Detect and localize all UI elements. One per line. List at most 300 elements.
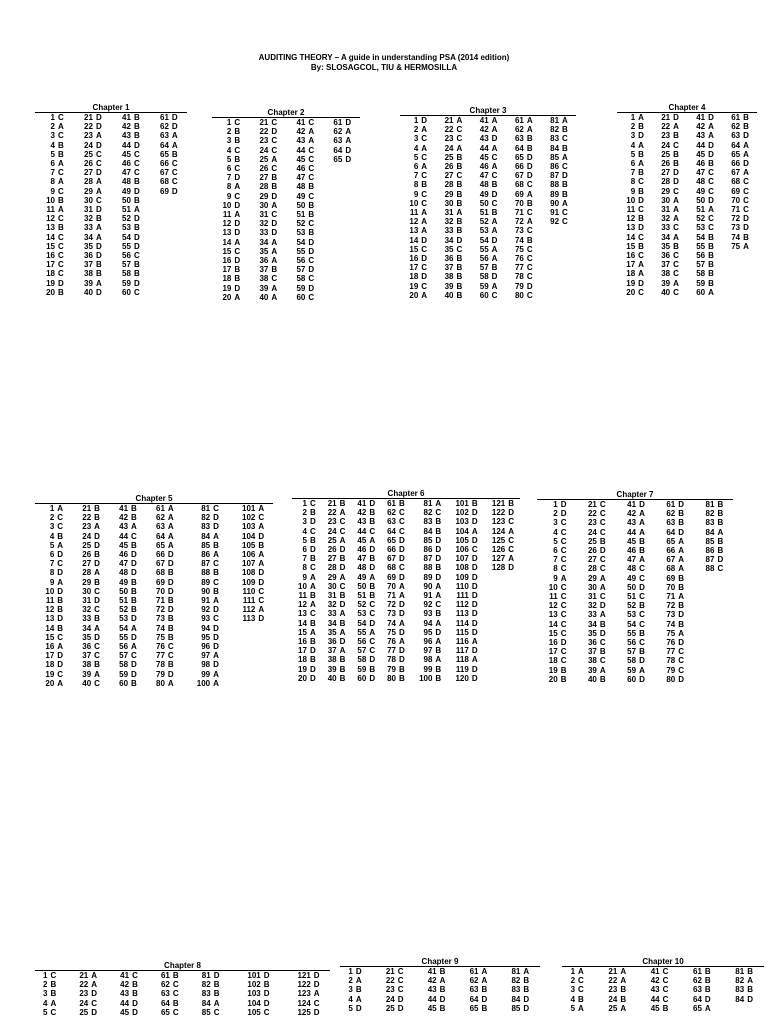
question-number: 13 — [298, 609, 307, 619]
question-number: 56 — [296, 256, 306, 266]
question-number: 50 — [479, 198, 489, 208]
answer-row — [292, 609, 520, 618]
answer-letter: C — [526, 272, 533, 282]
question-number: 74 — [156, 623, 165, 633]
answer-letter: B — [435, 517, 442, 527]
question-number: 8 — [553, 564, 558, 574]
question-number: 82 — [735, 976, 745, 986]
question-number: 63 — [160, 131, 169, 141]
question-number: 29 — [327, 572, 337, 582]
question-number: 2 — [226, 127, 232, 137]
question-number: 8 — [302, 563, 307, 573]
answer-letter: A — [708, 122, 714, 132]
answer-letter: C — [131, 651, 137, 661]
answer-letter: D — [708, 195, 714, 205]
question-number: 37 — [82, 651, 92, 661]
question-number: 16 — [46, 251, 55, 261]
answer-letter: D — [234, 173, 241, 183]
question-number: 83 — [201, 989, 211, 999]
question-number: 73 — [387, 609, 397, 619]
question-number: 35 — [587, 628, 597, 638]
question-number: 26 — [327, 545, 337, 555]
answer-letter: C — [708, 168, 714, 178]
answer-letter: C — [95, 195, 102, 205]
answer-letter: D — [95, 287, 102, 297]
answer-letter: C — [560, 610, 567, 620]
answer-letter: D — [308, 246, 315, 256]
question-number: 50 — [119, 586, 129, 596]
question-number: 22 — [385, 976, 395, 986]
answer-row — [35, 279, 187, 288]
answer-letter: C — [171, 177, 178, 187]
answer-letter: B — [167, 596, 174, 606]
question-number: 67 — [666, 555, 676, 565]
answer-letter: C — [743, 186, 749, 196]
answer-letter: C — [456, 244, 463, 254]
answer-letter: D — [308, 237, 315, 247]
answer-letter: D — [471, 618, 478, 628]
answer-letter: C — [526, 226, 533, 236]
question-number: 37 — [444, 263, 454, 273]
question-number: 20 — [222, 292, 232, 302]
question-number: 6 — [50, 159, 55, 169]
question-number: 22 — [79, 980, 89, 990]
question-number: 64 — [333, 145, 343, 155]
answer-letter: B — [747, 967, 753, 976]
document-authors: By: SLOSAGCOL, TIU & HERMOSILLA — [310, 63, 458, 72]
question-number: 104 — [455, 526, 469, 536]
question-number: 25 — [661, 149, 671, 159]
question-number: 52 — [696, 214, 706, 224]
question-number: 17 — [548, 647, 558, 657]
answer-row — [617, 177, 757, 186]
answer-letter: B — [599, 647, 606, 657]
answer-letter: C — [562, 208, 568, 218]
answer-letter: D — [133, 241, 140, 251]
question-number: 59 — [627, 665, 637, 675]
answer-letter: B — [599, 536, 606, 546]
question-number: 45 — [627, 536, 637, 546]
answer-letter: D — [213, 971, 220, 980]
question-number: 46 — [119, 550, 129, 560]
question-number: 9 — [50, 186, 55, 196]
question-number: 13 — [222, 228, 232, 238]
question-number: 60 — [696, 287, 706, 297]
question-number: 81 — [735, 967, 745, 976]
answer-letter: D — [271, 219, 278, 229]
answer-letter: A — [471, 526, 478, 536]
question-number: 88 — [705, 564, 715, 574]
question-number: 85 — [511, 1003, 521, 1013]
question-number: 92 — [423, 600, 433, 610]
answer-row — [35, 288, 187, 297]
answer-letter: A — [717, 527, 724, 537]
question-number: 25 — [84, 149, 93, 159]
answer-letter: D — [471, 554, 478, 564]
question-number: 53 — [119, 614, 129, 624]
answer-letter: D — [345, 154, 352, 164]
question-number: 42 — [120, 980, 130, 990]
document-title: AUDITING THEORY – A guide in understanding PSA (2014 edition) — [258, 53, 510, 62]
question-number: 2 — [43, 980, 48, 990]
question-number: 82 — [550, 125, 560, 135]
question-number: 71 — [666, 592, 676, 602]
answer-letter: D — [526, 281, 533, 291]
answer-letter: D — [435, 627, 442, 637]
question-number: 83 — [705, 518, 715, 528]
question-number: 55 — [479, 244, 489, 254]
answer-letter: A — [743, 149, 749, 159]
answer-letter: D — [95, 168, 102, 178]
question-number: 31 — [259, 210, 269, 220]
answer-letter: C — [369, 637, 376, 647]
answer-letter: D — [639, 582, 645, 592]
answer-row — [537, 583, 733, 592]
question-number: 5 — [570, 1003, 576, 1013]
answer-letter: A — [435, 618, 442, 628]
answer-letter: C — [435, 508, 442, 518]
answer-letter: B — [308, 200, 315, 210]
chapter-1-key — [35, 103, 187, 297]
answer-row — [617, 233, 757, 242]
question-number: 32 — [444, 217, 454, 227]
answer-letter: A — [491, 244, 498, 254]
question-number: 44 — [357, 526, 367, 536]
question-number: 22 — [327, 508, 337, 518]
question-number: 42 — [427, 976, 437, 986]
answer-row — [400, 254, 576, 263]
question-number: 53 — [479, 226, 489, 236]
question-number: 59 — [122, 278, 131, 288]
question-number: 44 — [120, 998, 130, 1008]
question-number: 81 — [550, 116, 560, 125]
answer-letter: D — [345, 145, 352, 155]
question-number: 93 — [201, 614, 211, 624]
answer-letter: A — [258, 522, 265, 532]
answer-row — [212, 155, 360, 164]
question-number: 69 — [387, 572, 397, 582]
answer-letter: D — [471, 673, 478, 683]
question-number: 98 — [423, 655, 433, 665]
question-number: 63 — [387, 517, 397, 527]
answer-letter: D — [678, 674, 685, 684]
answer-row — [212, 284, 360, 293]
answer-letter: D — [271, 127, 278, 137]
question-number: 85 — [705, 536, 715, 546]
chapter-title: Chapter 7 — [537, 490, 733, 500]
question-number: 21 — [79, 971, 89, 980]
answer-letter: B — [508, 499, 515, 508]
answer-row — [617, 131, 757, 140]
answer-letter: B — [133, 122, 140, 132]
answer-letter: B — [678, 509, 685, 519]
answer-letter: C — [397, 976, 404, 986]
question-number: 99 — [201, 669, 211, 679]
document-header — [0, 53, 768, 73]
question-number: 27 — [444, 171, 454, 181]
answer-letter: B — [435, 526, 442, 536]
question-number: 1 — [49, 504, 55, 513]
answer-letter: B — [263, 980, 270, 990]
answer-letter: A — [562, 116, 568, 125]
question-number: 15 — [626, 241, 636, 251]
answer-letter: A — [526, 116, 533, 125]
answer-letter: B — [639, 628, 645, 638]
answer-row — [35, 251, 187, 260]
question-number: 63 — [731, 131, 741, 141]
answer-letter: B — [57, 605, 64, 615]
answer-letter: C — [271, 145, 278, 155]
answer-letter: C — [171, 168, 178, 178]
answer-letter: B — [131, 577, 137, 587]
question-number: 32 — [587, 601, 597, 611]
chapter-6-key — [292, 489, 520, 683]
question-number: 82 — [201, 980, 211, 990]
answer-letter: D — [747, 994, 753, 1004]
answer-letter: C — [172, 1007, 179, 1017]
answer-letter: D — [471, 646, 478, 656]
question-number: 7 — [630, 168, 636, 178]
question-number: 6 — [49, 550, 55, 560]
question-number: 52 — [479, 217, 489, 227]
question-number: 14 — [45, 623, 55, 633]
answer-letter: D — [638, 278, 644, 288]
question-number: 85 — [201, 540, 211, 550]
answer-letter: A — [435, 581, 442, 591]
question-number: 20 — [298, 673, 307, 683]
question-number: 10 — [548, 582, 558, 592]
answer-letter: C — [743, 177, 749, 187]
question-number: 77 — [156, 651, 165, 661]
question-number: 17 — [298, 646, 307, 656]
question-number: 2 — [553, 509, 558, 519]
answer-letter: A — [95, 223, 102, 233]
question-number: 22 — [259, 127, 269, 137]
question-number: 18 — [548, 656, 558, 666]
answer-letter: C — [560, 582, 567, 592]
answer-letter: A — [234, 237, 241, 247]
question-number: 109 — [455, 572, 469, 582]
answer-letter: D — [562, 171, 568, 181]
answer-letter: B — [399, 673, 405, 683]
answer-row — [212, 182, 360, 191]
question-number: 45 — [122, 149, 131, 159]
answer-letter: B — [717, 518, 724, 528]
question-number: 56 — [696, 251, 706, 261]
answer-row — [292, 674, 520, 683]
question-number: 1 — [413, 116, 419, 125]
question-number: 65 — [156, 540, 165, 550]
answer-row — [292, 508, 520, 517]
question-number: 20 — [46, 287, 55, 297]
question-number: 3 — [302, 517, 307, 527]
question-number: 84 — [735, 994, 745, 1004]
answer-row — [617, 214, 757, 223]
question-number: 39 — [259, 283, 269, 293]
answer-letter: D — [131, 550, 137, 560]
question-number: 32 — [327, 600, 337, 610]
question-number: 44 — [696, 140, 706, 150]
answer-row — [537, 620, 733, 629]
answer-letter: D — [491, 235, 498, 245]
answer-letter: D — [471, 563, 478, 573]
answer-letter: D — [599, 628, 606, 638]
question-number: 31 — [587, 592, 597, 602]
answer-letter: C — [57, 131, 64, 141]
answer-letter: D — [94, 596, 100, 606]
question-number: 35 — [327, 627, 337, 637]
question-number: 79 — [156, 669, 165, 679]
answer-letter: A — [673, 195, 679, 205]
answer-letter: B — [481, 1003, 488, 1013]
answer-letter: B — [309, 618, 316, 628]
answer-letter: D — [95, 122, 102, 132]
answer-row — [400, 190, 576, 199]
question-number: 88 — [201, 568, 211, 578]
answer-letter: C — [491, 171, 498, 181]
answer-letter: B — [57, 287, 64, 297]
answer-letter: A — [599, 582, 606, 592]
answer-letter: C — [234, 246, 241, 256]
chapter-title: Chapter 5 — [35, 494, 273, 504]
answer-letter: D — [491, 189, 498, 199]
answer-row — [292, 591, 520, 600]
answer-letter: B — [50, 980, 57, 990]
question-number: 66 — [514, 162, 524, 172]
question-number: 95 — [201, 632, 211, 642]
question-number: 54 — [122, 232, 131, 242]
answer-letter: A — [491, 162, 498, 172]
answer-letter: D — [560, 638, 567, 648]
answer-letter: C — [599, 638, 606, 648]
answer-row — [35, 980, 330, 989]
answer-letter: B — [339, 664, 346, 674]
answer-row — [617, 251, 757, 260]
question-number: 70 — [156, 586, 165, 596]
answer-letter: D — [435, 535, 442, 545]
question-number: 101 — [455, 499, 469, 508]
answer-row — [617, 269, 757, 278]
answer-letter: A — [308, 127, 315, 137]
question-number: 79 — [387, 664, 397, 674]
answer-letter: C — [560, 601, 567, 611]
answer-row — [400, 245, 576, 254]
answer-letter: C — [258, 586, 265, 596]
question-number: 41 — [119, 504, 129, 513]
answer-letter: A — [620, 967, 627, 976]
question-number: 29 — [84, 186, 93, 196]
answer-letter: D — [481, 994, 488, 1004]
question-number: 68 — [156, 568, 165, 578]
answer-letter: D — [639, 500, 645, 509]
question-number: 12 — [548, 601, 558, 611]
answer-letter: B — [213, 568, 219, 578]
question-number: 84 — [511, 994, 521, 1004]
answer-letter: C — [560, 592, 567, 602]
answer-letter: B — [638, 168, 644, 178]
question-number: 43 — [650, 985, 660, 995]
answer-row — [562, 976, 764, 985]
answer-letter: D — [57, 586, 64, 596]
answer-letter: C — [456, 134, 463, 144]
answer-row — [340, 995, 540, 1004]
answer-row — [35, 679, 273, 688]
question-number: 35 — [444, 244, 454, 254]
question-number: 84 — [550, 143, 560, 153]
question-number: 63 — [693, 985, 702, 995]
answer-letter: B — [620, 994, 627, 1004]
question-number: 9 — [630, 186, 636, 196]
answer-letter: B — [620, 985, 627, 995]
answer-letter: B — [456, 180, 463, 190]
question-number: 61 — [387, 499, 397, 508]
answer-letter: C — [213, 504, 219, 513]
answer-letter: A — [171, 131, 178, 141]
answer-letter: A — [421, 143, 428, 153]
answer-letter: C — [308, 173, 315, 183]
answer-letter: B — [234, 274, 241, 284]
question-number: 89 — [550, 189, 560, 199]
answer-row — [35, 187, 187, 196]
question-number: 3 — [570, 985, 576, 995]
answer-letter: A — [562, 152, 568, 162]
answer-letter: A — [562, 198, 568, 208]
answer-row — [617, 260, 757, 269]
answer-letter: B — [456, 254, 463, 264]
question-number: 60 — [357, 673, 367, 683]
answer-letter: C — [678, 665, 685, 675]
question-number: 23 — [79, 989, 89, 999]
answer-letter: C — [599, 656, 606, 666]
question-number: 33 — [82, 614, 92, 624]
question-number: 3 — [630, 131, 636, 141]
answer-row — [537, 656, 733, 665]
question-number: 48 — [627, 564, 637, 574]
question-number: 31 — [84, 205, 93, 215]
question-number: 76 — [514, 254, 524, 264]
answer-letter: A — [708, 287, 714, 297]
question-number: 5 — [43, 1007, 48, 1017]
answer-row — [35, 624, 273, 633]
answer-letter: A — [91, 980, 98, 990]
answer-letter: C — [271, 118, 278, 127]
question-number: 29 — [444, 189, 454, 199]
answer-letter: C — [673, 186, 679, 196]
question-number: 121 — [491, 499, 506, 508]
question-number: 24 — [79, 998, 89, 1008]
question-number: 52 — [357, 600, 367, 610]
answer-letter: C — [94, 678, 100, 688]
question-number: 32 — [82, 605, 92, 615]
answer-letter: D — [399, 535, 405, 545]
question-number: 36 — [259, 256, 269, 266]
answer-letter: B — [234, 127, 241, 137]
question-number: 5 — [49, 540, 55, 550]
question-number: 20 — [548, 674, 558, 684]
answer-letter: B — [678, 619, 685, 629]
question-number: 20 — [409, 290, 419, 300]
answer-letter: C — [94, 605, 100, 615]
question-number: 53 — [696, 223, 706, 233]
answer-letter: C — [678, 656, 685, 666]
question-number: 110 — [455, 581, 469, 591]
answer-letter: B — [369, 508, 376, 518]
answer-letter: A — [435, 637, 442, 647]
question-number: 45 — [427, 1003, 437, 1013]
answer-letter: B — [131, 586, 137, 596]
answer-letter: D — [743, 223, 749, 233]
answer-row — [292, 517, 520, 526]
